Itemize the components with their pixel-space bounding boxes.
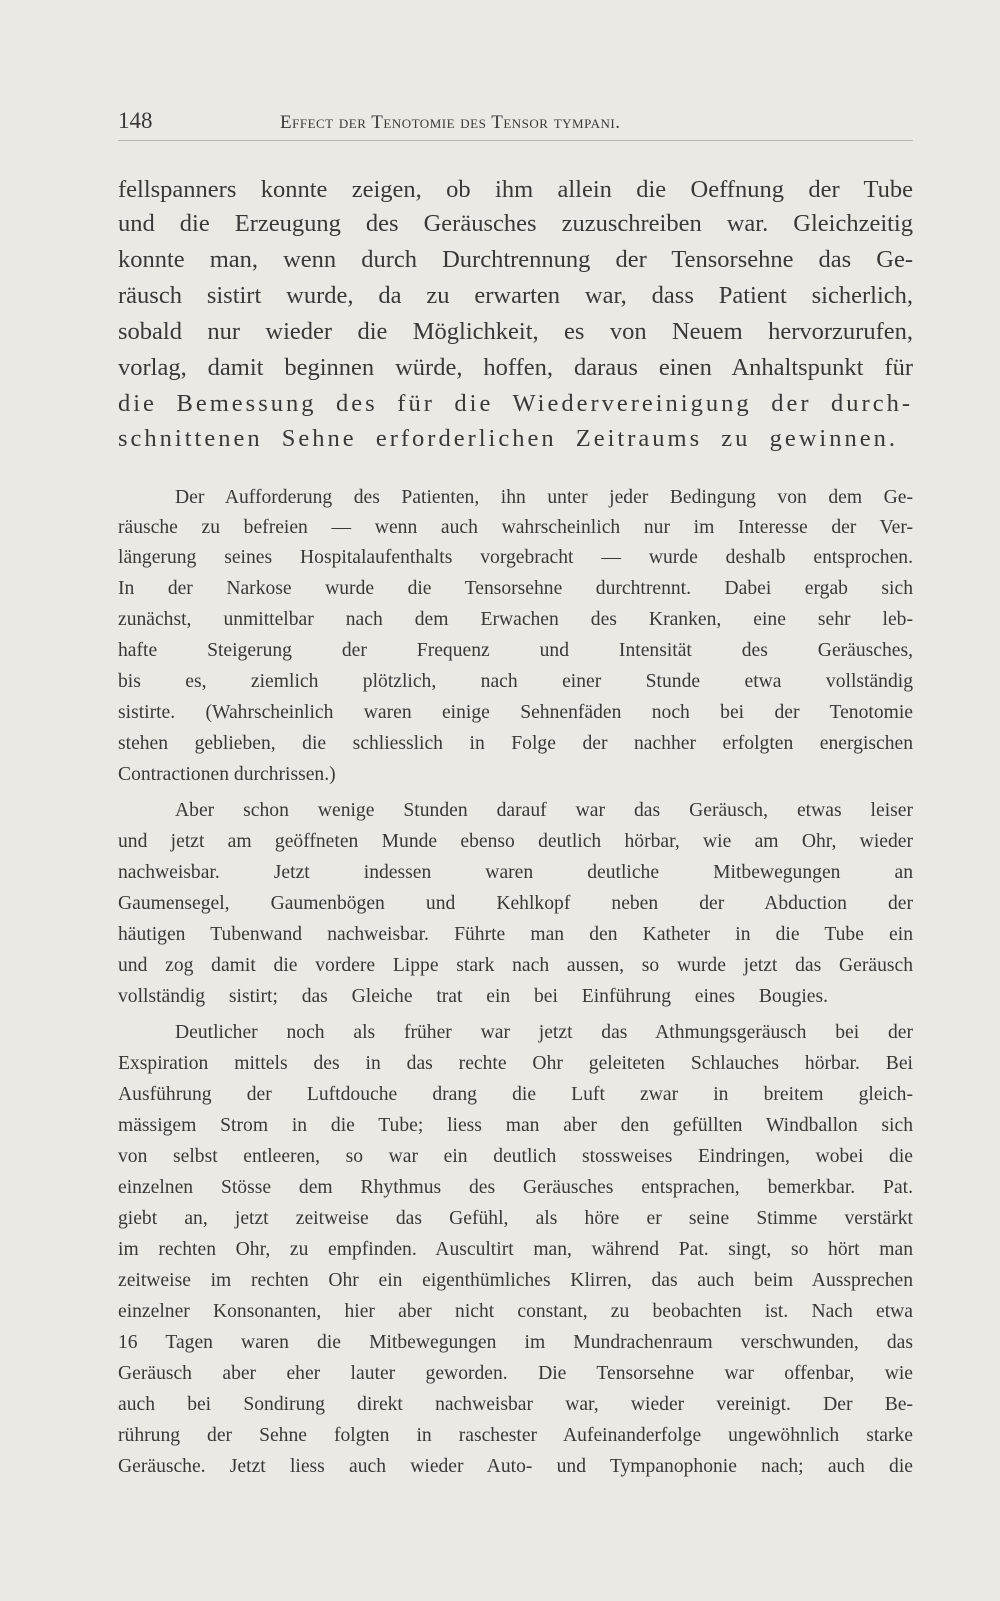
text-line: Exspiration mittels des in das rechte Ohr geleiteten Schlauches hörbar. Bei: [118, 1053, 913, 1074]
text-line: stehen geblieben, die schliesslich in Folge der nachher erfolgten energischen: [118, 733, 913, 754]
text-line: räusch sistirt wurde, da zu erwarten war, dass Patient sicherlich,: [118, 282, 913, 309]
text-line: und zog damit die vordere Lippe stark nach aussen, so wurde jetzt das Geräusch: [118, 955, 913, 976]
text-line: Ausführung der Luftdouche drang die Luft zwar in breitem gleich-: [118, 1084, 913, 1105]
text-line: Der Aufforderung des Patienten, ihn unter jeder Bedingung von dem Ge-: [175, 487, 913, 508]
text-line: im rechten Ohr, zu empfinden. Auscultirt man, während Pat. singt, so hört man: [118, 1239, 913, 1260]
text-line: zeitweise im rechten Ohr ein eigenthümliches Klirren, das auch beim Aussprechen: [118, 1270, 913, 1291]
text-line: rührung der Sehne folgten in raschester Aufeinanderfolge ungewöhnlich starke: [118, 1425, 913, 1446]
text-line: Geräusche. Jetzt liess auch wieder Auto- und Tympanophonie nach; auch die: [118, 1456, 913, 1477]
text-line: von selbst entleeren, so war ein deutlich stossweises Eindringen, wobei die: [118, 1146, 913, 1167]
text-line: In der Narkose wurde die Tensorsehne durchtrennt. Dabei ergab sich: [118, 578, 913, 599]
text-line: zunächst, unmittelbar nach dem Erwachen des Kranken, eine sehr leb-: [118, 609, 913, 630]
text-line: Geräusch aber eher lauter geworden. Die Tensorsehne war offenbar, wie: [118, 1363, 913, 1384]
text-line: häutigen Tubenwand nachweisbar. Führte man den Katheter in die Tube ein: [118, 924, 913, 945]
text-line: konnte man, wenn durch Durchtrennung der Tensorsehne das Ge-: [118, 246, 913, 273]
text-line: und jetzt am geöffneten Munde ebenso deutlich hörbar, wie am Ohr, wieder: [118, 831, 913, 852]
text-line: nachweisbar. Jetzt indessen waren deutliche Mitbewegungen an: [118, 862, 913, 883]
text-line: hafte Steigerung der Frequenz und Intensität des Geräusches,: [118, 640, 913, 661]
text-line: giebt an, jetzt zeitweise das Gefühl, als höre er seine Stimme verstärkt: [118, 1208, 913, 1229]
text-line: Deutlicher noch als früher war jetzt das Athmungsgeräusch bei der: [175, 1022, 913, 1043]
text-line: sistirte. (Wahrscheinlich waren einige Sehnenfäden noch bei der Tenotomie: [118, 702, 913, 723]
text-line: mässigem Strom in die Tube; liess man aber den gefüllten Windballon sich: [118, 1115, 913, 1136]
text-line: 16 Tagen waren die Mitbewegungen im Mundrachenraum verschwunden, das: [118, 1332, 913, 1353]
text-line: Gaumensegel, Gaumenbögen und Kehlkopf neben der Abduction der: [118, 893, 913, 914]
text-line: einzelner Konsonanten, hier aber nicht constant, zu beobachten ist. Nach etwa: [118, 1301, 913, 1322]
text-line: und die Erzeugung des Geräusches zuzuschreiben war. Gleichzeitig: [118, 210, 913, 237]
text-line: längerung seines Hospitalaufenthalts vorgebracht — wurde deshalb entsprochen.: [118, 547, 913, 568]
text-line: schnittenen Sehne erforderlichen Zeitraums zu gewinnen.: [118, 425, 898, 452]
text-line: Aber schon wenige Stunden darauf war das Geräusch, etwas leiser: [175, 800, 913, 821]
text-line: Contractionen durchrissen.): [118, 764, 336, 785]
text-line: fellspanners konnte zeigen, ob ihm allein die Oeffnung der Tube: [118, 176, 913, 203]
running-header: [118, 104, 913, 141]
text-line: vorlag, damit beginnen würde, hoffen, daraus einen Anhaltspunkt für: [118, 354, 913, 381]
text-line: sobald nur wieder die Möglichkeit, es von Neuem hervorzurufen,: [118, 318, 913, 345]
text-line: bis es, ziemlich plötzlich, nach einer Stunde etwa vollständig: [118, 671, 913, 692]
text-line: die Bemessung des für die Wiedervereinigung der durch-: [118, 390, 913, 417]
text-line: räusche zu befreien — wenn auch wahrscheinlich nur im Interesse der Ver-: [118, 517, 913, 538]
text-line: vollständig sistirt; das Gleiche trat ein bei Einführung eines Bougies.: [118, 986, 828, 1007]
page-number: 148: [118, 108, 153, 133]
text-line: einzelnen Stösse dem Rhythmus des Geräusches entsprachen, bemerkbar. Pat.: [118, 1177, 913, 1198]
running-title: Effect der Tenotomie des Tensor tympani.: [280, 112, 621, 133]
text-line: auch bei Sondirung direkt nachweisbar war, wieder vereinigt. Der Be-: [118, 1394, 913, 1415]
